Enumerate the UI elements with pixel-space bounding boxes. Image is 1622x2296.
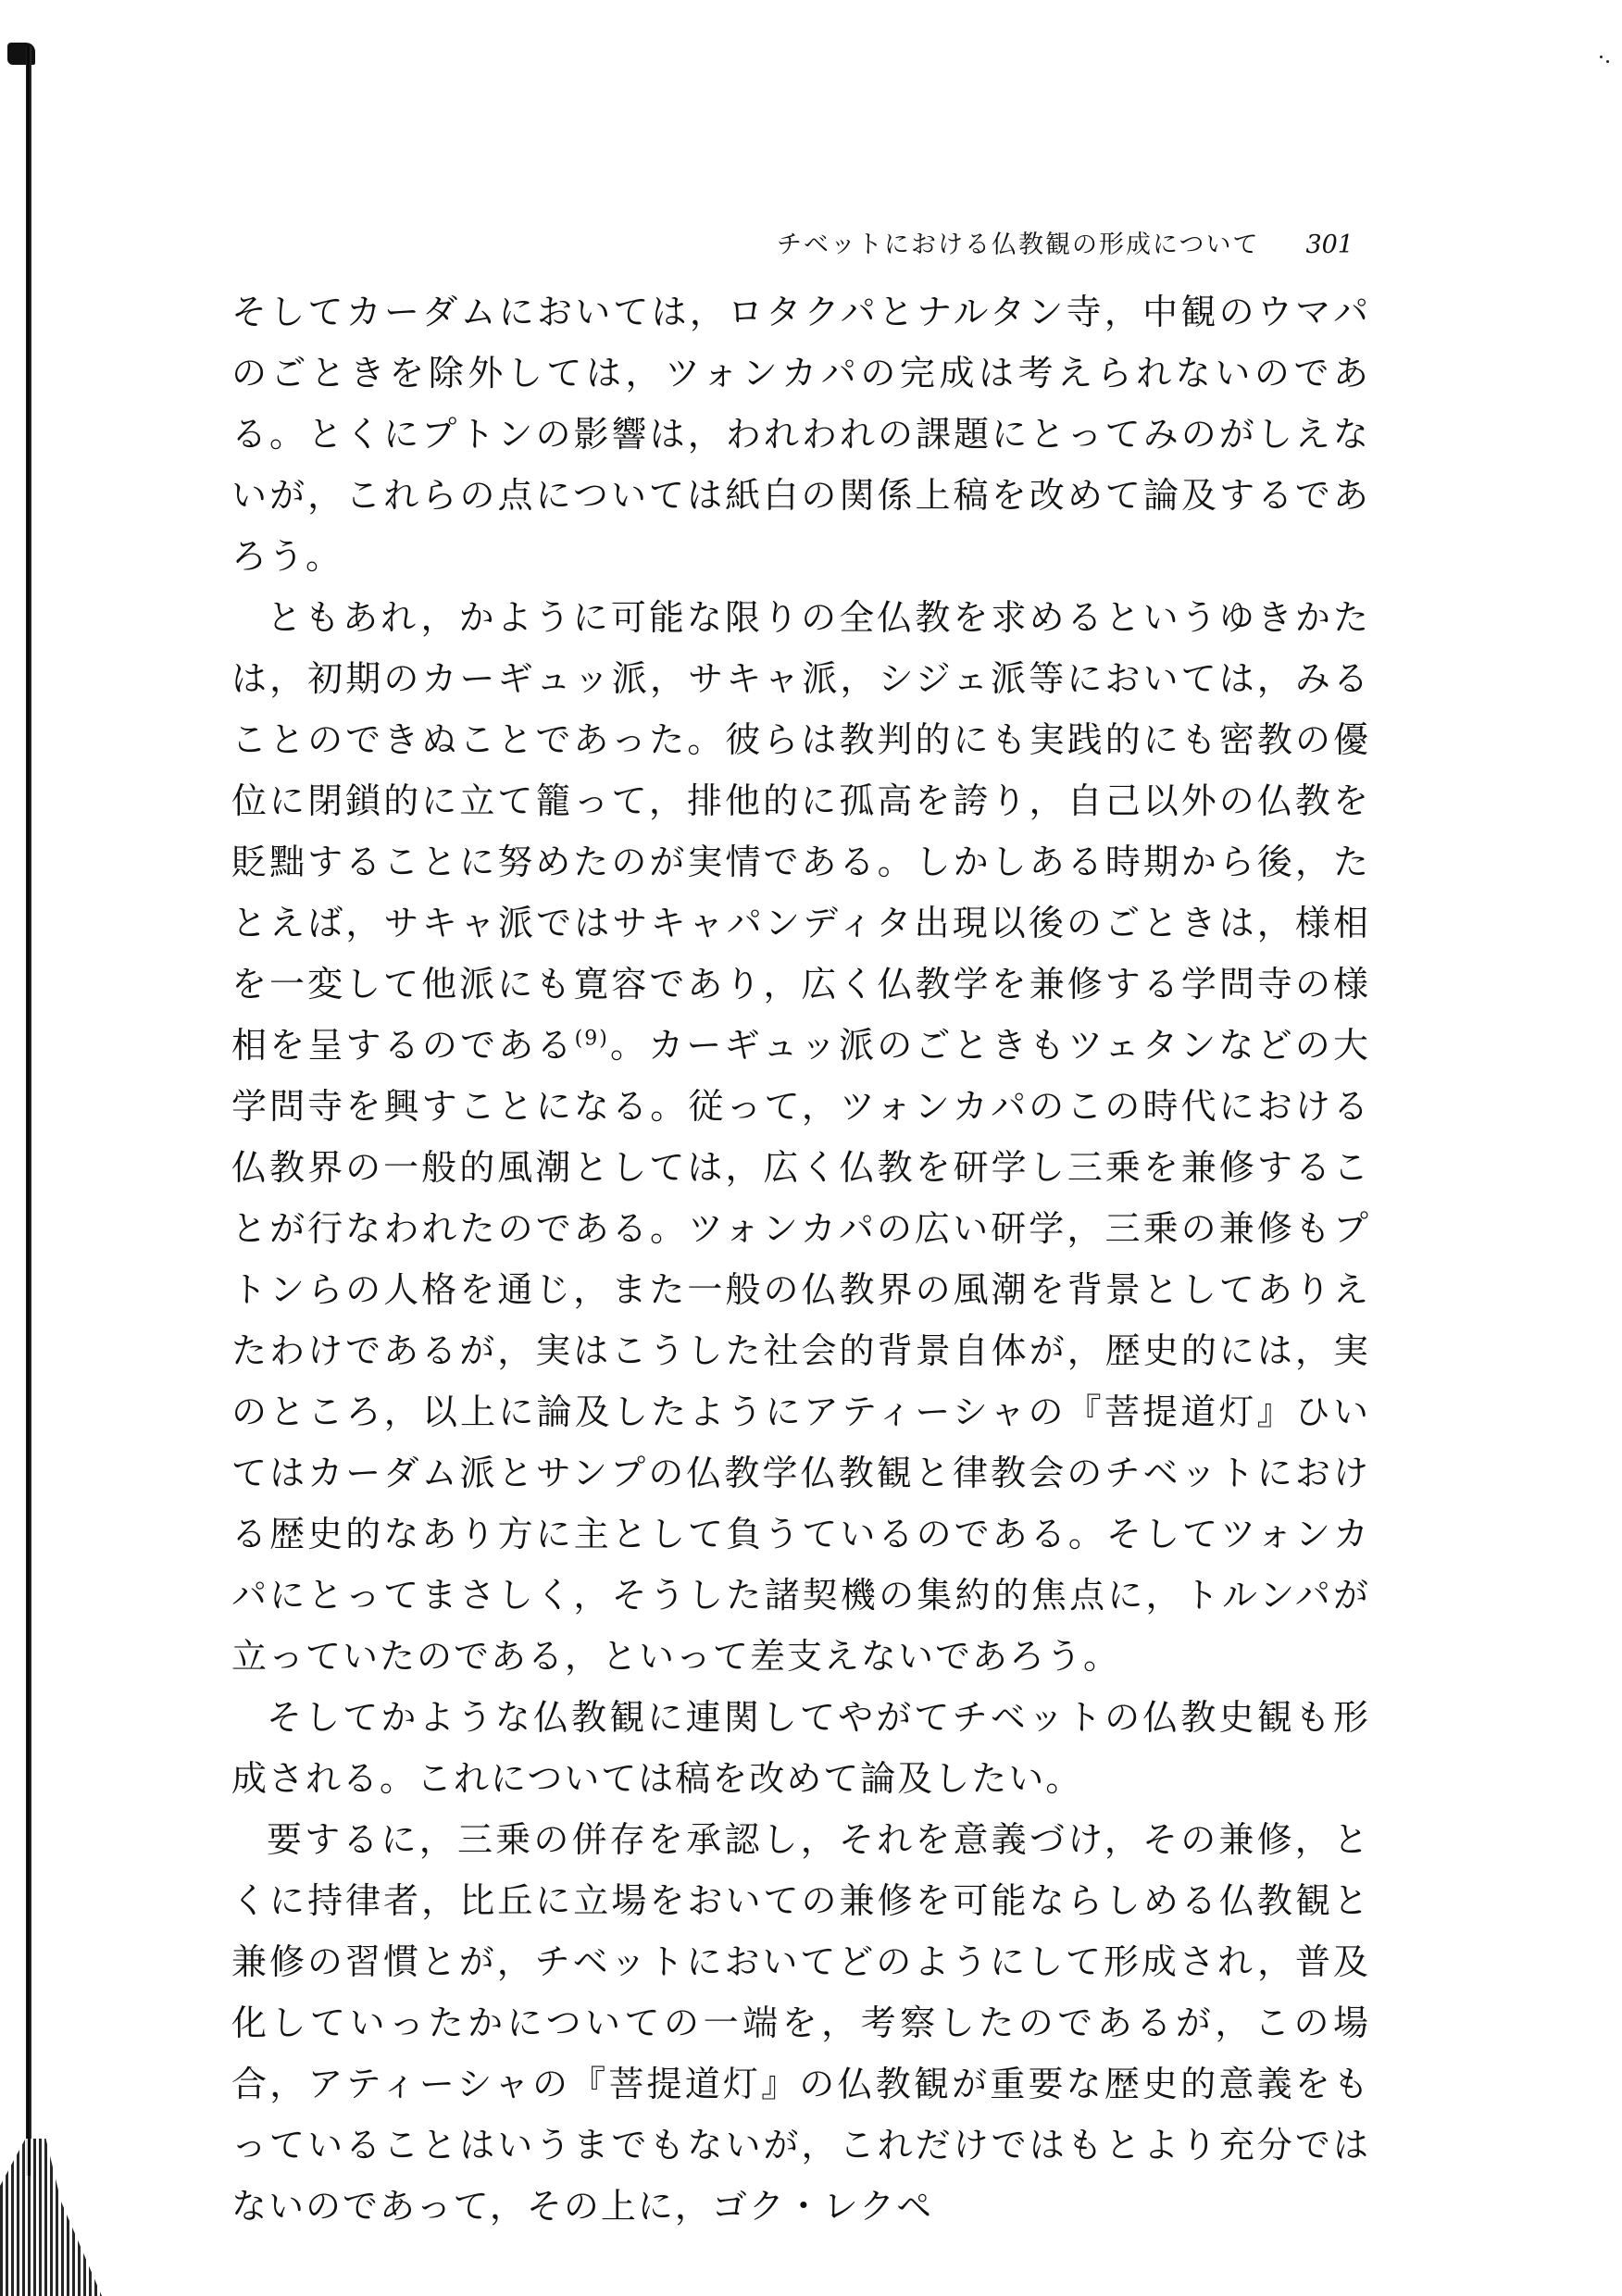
running-header-title: チベットにおける仏教観の形成について bbox=[776, 231, 1260, 259]
page-number: 301 bbox=[1305, 231, 1354, 259]
paragraph-2-text-after: 。カーギュッ派のごときもツェタンなどの大学問寺を興すことになる。従って，ツォンカパのこの時代における仏教界の一般的風潮としては，広く仏教を研学し三乗を兼修することが行なわれたのである。ツォンカパの広い研学，三乗の兼修もプトンらの人格を通じ，また一般の仏教界の風潮を背景としてありえたわけであるが，実はこうした社会的背景自体が，歴史的には，実のところ，以上に論及したようにアティーシャの『菩提道灯』ひいてはカーダム派とサンプの仏教学仏教観と律教会のチベットにおける歴史的なあり方に主として負うているのである。そしてツォンカパにとってまさしく，そうした諸契機の集約的焦点に，トルンパが立っていたのである，といって差支えないであろう。 bbox=[231, 1025, 1370, 1677]
paragraph-1: そしてカーダムにおいては，ロタクパとナルタン寺，中観のウマパのごときを除外しては，ツォンカパの完成は考えられないのである。とくにプトンの影響は，われわれの課題にとってみのがしえないが，これらの点については紙白の関係上稿を改めて論及するであろう。 bbox=[231, 292, 1370, 577]
running-header bbox=[777, 224, 1354, 260]
book-binding-edge bbox=[0, 37, 56, 2296]
footnote-reference[interactable]: (9) bbox=[574, 1027, 609, 1051]
paragraph-4: 要するに，三乗の併存を承認し，それを意義づけ，その兼修，とくに持律者，比丘に立場をおいての兼修を可能ならしめる仏教観と兼修の習慣とが，チベットにおいてどのようにして形成され，普及化していったかについての一端を，考察したのであるが，この場合，アティーシャの『菩提道灯』の仏教観が重要な歴史的意義をもっていることはいうまでもないが，これだけではもとより充分ではないのであって，その上に，ゴク・レクペ bbox=[231, 1819, 1370, 2227]
paragraph-2-text-before: ともあれ，かように可能な限りの全仏教を求めるというゆきかたは，初期のカーギュッ派，サキャ派，シジェ派等においては，みることのできぬことであった。彼らは教判的にも実践的にも密教の優位に閉鎖的に立て籠って，排他的に孤高を誇り，自己以外の仏教を貶黜することに努めたのが実情である。しかしある時期から後，たとえば，サキャ派ではサキャパンディタ出現以後のごときは，様相を一変して他派にも寛容であり，広く仏教学を兼修する学問寺の様相を呈するのである bbox=[231, 597, 1370, 1066]
paragraph-3: そしてかような仏教観に連関してやがてチベットの仏教史観も形成される。これについては稿を改めて論及したい。 bbox=[231, 1697, 1370, 1799]
body-text bbox=[231, 281, 1370, 2237]
binding-line bbox=[26, 46, 31, 2176]
paragraph-2 bbox=[231, 587, 1370, 1687]
scan-speck bbox=[1600, 56, 1611, 67]
binding-scan-noise bbox=[0, 2139, 102, 2296]
